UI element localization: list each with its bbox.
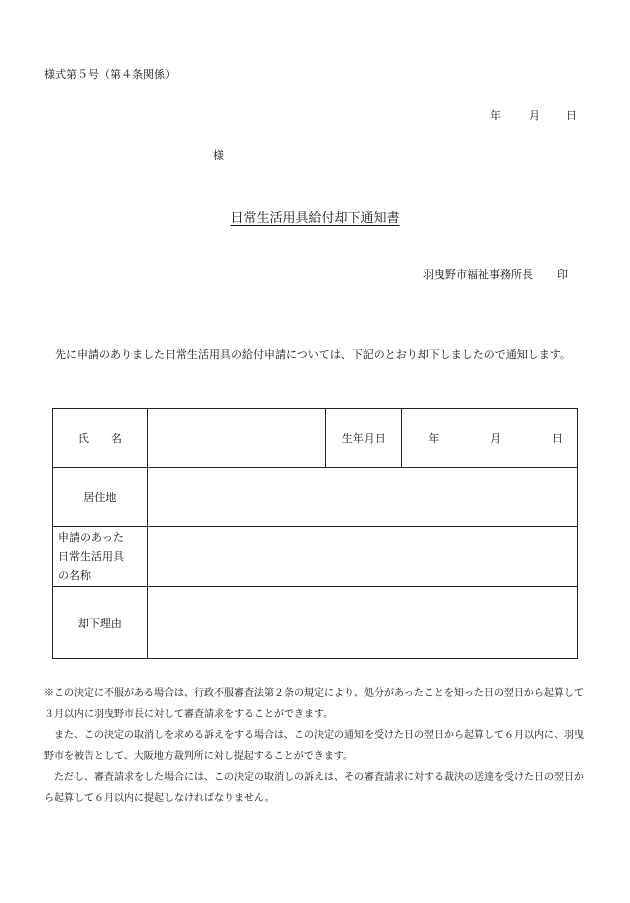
date-month: 月 — [529, 109, 540, 122]
table-row — [53, 527, 578, 587]
notice-paragraph-1: ※この決定に不服がある場合は、行政不服審査法第２条の規定により、処分があったことを知った日の翌日から起算して３月以内に羽曳野市長に対して審査請求をすることができます。 — [44, 688, 584, 720]
table-row — [53, 409, 578, 468]
birth-label: 生年月日 — [326, 409, 402, 468]
issuer — [423, 266, 568, 282]
residence-label: 居住地 — [53, 468, 148, 527]
birth-value[interactable] — [402, 409, 578, 468]
document-title: 日常生活用具給付却下通知書 — [230, 211, 400, 226]
notice-paragraph-3: ただし、審査請求をした場合には、この決定の取消しの訴えは、その審査請求に対する裁決の送達を受けた日の翌日から起算して６月以内に提起しなければなりません。 — [44, 772, 584, 804]
item-label-line3: の名称 — [58, 569, 91, 582]
table-row — [53, 468, 578, 527]
issue-date — [490, 107, 577, 123]
reason-label: 却下理由 — [53, 587, 148, 659]
name-label: 氏 名 — [53, 409, 148, 468]
date-day: 日 — [566, 109, 577, 122]
body-text: 先に申請のありました日常生活用具の給付申請については、下記のとおり却下しましたので通知します。 — [55, 348, 571, 361]
item-label-line1: 申請のあった — [58, 531, 124, 544]
applicant-table — [52, 408, 578, 659]
addressee: 様 — [213, 149, 224, 162]
date-year: 年 — [490, 109, 501, 122]
reason-value[interactable] — [147, 587, 577, 659]
seal-mark: 印 — [557, 268, 568, 281]
issuer-name: 羽曳野市福祉事務所長 — [423, 268, 533, 281]
birth-day: 日 — [552, 432, 563, 445]
table-row — [53, 587, 578, 659]
form-number: 様式第５号（第４条関係） — [44, 68, 176, 81]
item-name-label — [53, 527, 148, 587]
item-label-line2: 日常生活用具 — [58, 550, 124, 563]
name-value[interactable] — [147, 409, 326, 468]
notice-paragraph-2: また、この決定の取消しを求める訴えをする場合は、この決定の通知を受けた日の翌日から起算して６月以内に、羽曳野市を被告として、大阪地方裁判所に対し提起することができます。 — [44, 730, 584, 762]
residence-value[interactable] — [147, 468, 577, 527]
birth-month: 月 — [490, 432, 502, 445]
item-name-value[interactable] — [147, 527, 577, 587]
appeal-notice — [44, 683, 590, 809]
birth-year: 年 — [428, 432, 440, 445]
